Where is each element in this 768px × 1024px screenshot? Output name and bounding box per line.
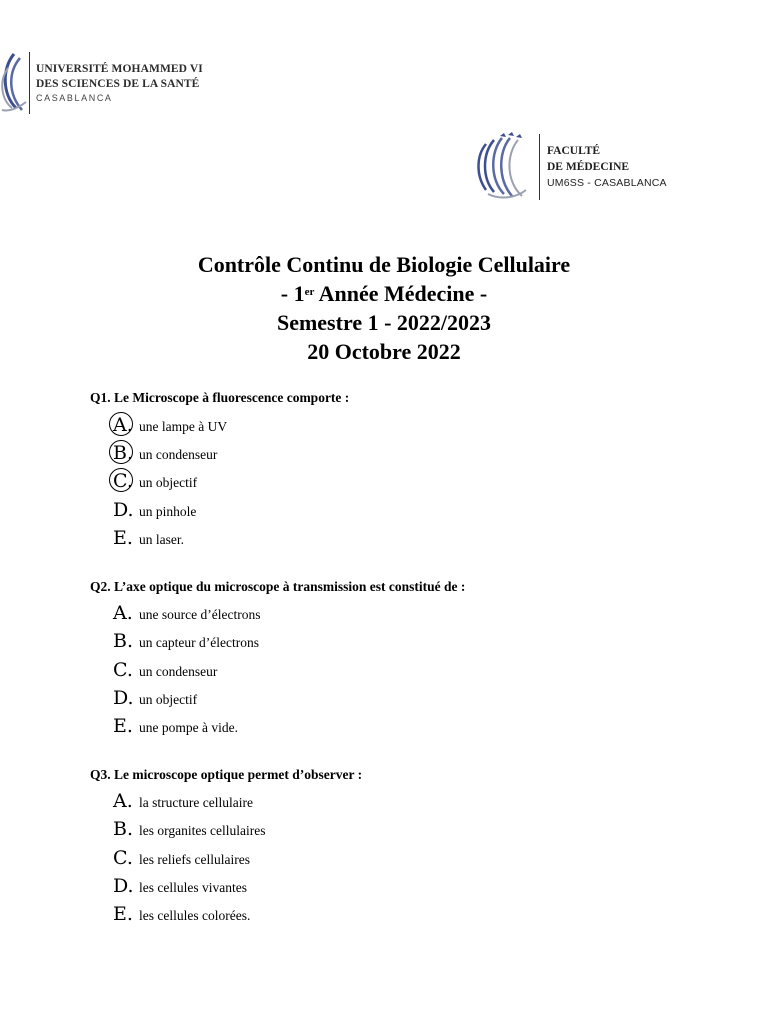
option-letter: E. — [113, 715, 133, 737]
question-1-option-b[interactable] — [113, 442, 217, 466]
option-text: un capteur d’électrons — [139, 635, 259, 650]
option-text: une pompe à vide. — [139, 720, 238, 735]
university-city: CASABLANCA — [36, 93, 113, 103]
question-1-option-a[interactable] — [113, 414, 227, 438]
option-text: les organites cellulaires — [139, 823, 266, 838]
question-3-option-a[interactable] — [113, 790, 253, 814]
title-line2: - 1er Année Médecine - — [280, 281, 488, 306]
faculty-city: UM6SS - CASABLANCA — [547, 177, 667, 189]
question-1-label: Q1. Le Microscope à fluorescence comporte : — [90, 390, 350, 405]
exam-title — [0, 250, 768, 366]
option-text: un pinhole — [139, 504, 197, 519]
option-letter: C. — [113, 847, 133, 869]
option-letter: D. — [113, 499, 134, 521]
question-3-option-e[interactable] — [113, 903, 250, 927]
title-line1: Contrôle Continu de Biologie Cellulaire — [197, 252, 571, 277]
question-2-option-e[interactable] — [113, 715, 238, 739]
option-text: les cellules vivantes — [139, 880, 247, 895]
faculty-emblem-icon — [470, 130, 536, 202]
option-text: une lampe à UV — [139, 419, 228, 434]
university-name-line1: UNIVERSITÉ MOHAMMED VI — [36, 63, 203, 75]
question-3-option-b[interactable] — [113, 818, 265, 842]
question-2-option-b[interactable] — [113, 630, 259, 654]
option-letter: C. — [113, 659, 133, 681]
option-text: un objectif — [139, 692, 198, 707]
university-logo — [0, 46, 220, 118]
option-text: les cellules colorées. — [139, 908, 251, 923]
question-3-option-c[interactable] — [113, 847, 250, 871]
question-2-option-c[interactable] — [113, 659, 217, 683]
question-3-option-d[interactable] — [113, 875, 247, 899]
question-1-option-c[interactable] — [113, 470, 197, 494]
question-2-option-d[interactable] — [113, 687, 197, 711]
university-name-line2: DES SCIENCES DE LA SANTÉ — [36, 78, 200, 90]
option-letter: B. — [113, 818, 134, 840]
option-text: la structure cellulaire — [139, 795, 253, 810]
question-1-option-e[interactable] — [113, 527, 184, 551]
option-text: un objectif — [139, 475, 198, 490]
option-letter: D. — [113, 687, 134, 709]
option-letter: C. — [113, 470, 139, 492]
option-letter: A. — [113, 602, 133, 624]
title-line3: Semestre 1 - 2022/2023 — [276, 310, 492, 335]
option-letter: B. — [113, 630, 134, 652]
option-letter: E. — [113, 903, 133, 925]
option-text: une source d’électrons — [139, 607, 261, 622]
question-3-label: Q3. Le microscope optique permet d’observer : — [90, 767, 363, 782]
option-letter: B. — [113, 442, 139, 464]
option-letter: A. — [113, 414, 139, 436]
option-text: un condenseur — [139, 447, 218, 462]
option-text: un condenseur — [139, 664, 218, 679]
option-text: un laser. — [139, 532, 184, 547]
faculty-name-line2: DE MÉDECINE — [547, 161, 630, 173]
faculty-logo — [470, 130, 700, 205]
question-2-label: Q2. L’axe optique du microscope à transmission est constitué de : — [90, 579, 466, 594]
faculty-name-line1: FACULTÉ — [547, 145, 601, 157]
option-letter: A. — [113, 790, 133, 812]
question-1-option-d[interactable] — [113, 499, 196, 523]
option-letter: D. — [113, 875, 134, 897]
title-line4: 20 Octobre 2022 — [307, 339, 461, 364]
question-2-option-a[interactable] — [113, 602, 260, 626]
option-letter: E. — [113, 527, 133, 549]
option-text: les reliefs cellulaires — [139, 852, 250, 867]
